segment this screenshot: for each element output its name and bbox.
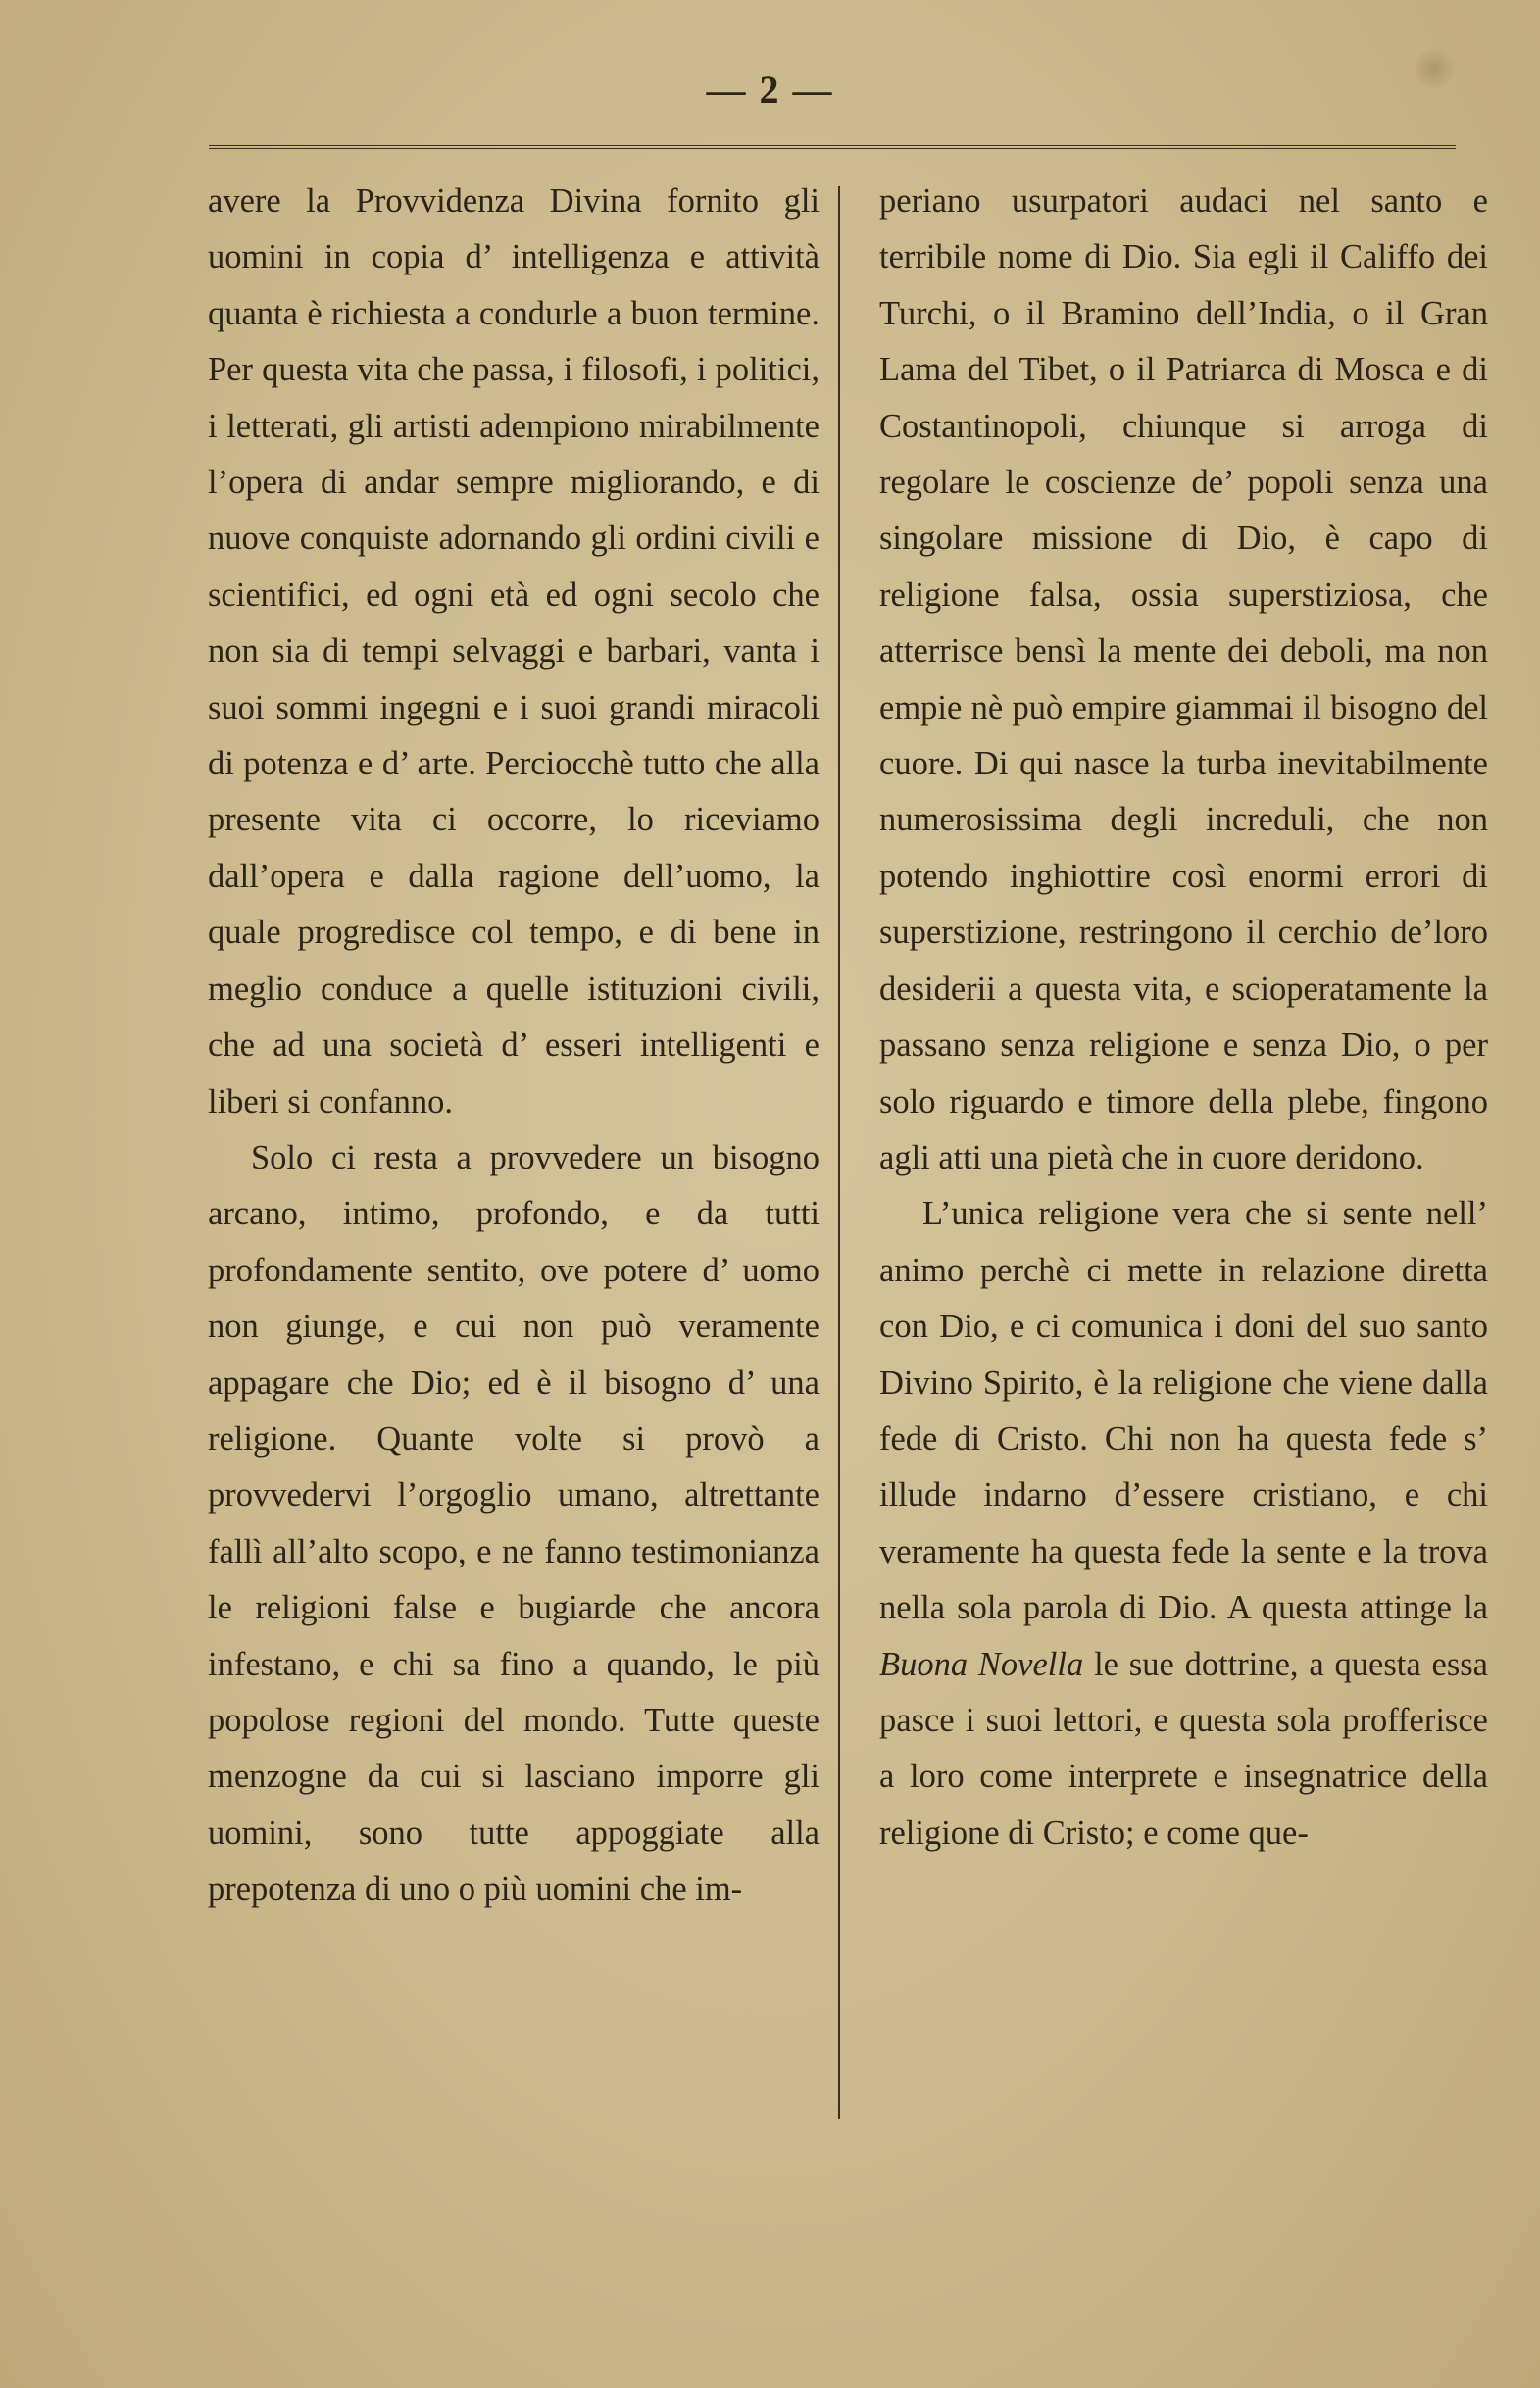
right-paragraph-1: periano usurpatori audaci nel santo e terribile nome di Dio. Sia egli il Califfo dei Turchi, o il Bramino dell’India, o il Gran Lama del Tibet, o il Patriarca di Mosca e di Costantinopoli, chiunque si arroga di regolare le coscienze de’ popoli senza una singolare missione di Dio, è capo di religione falsa, ossia superstiziosa, che atterrisce bensì la mente dei deboli, ma non empie nè può empire giammai il bisogno del cuore. Di qui nasce la turba inevitabilmente numerosissima degli increduli, che non potendo inghiottire così enormi errori di superstizione, restringono il cerchio de’loro desiderii a questa vita, e scioperatamente la passano senza religione e senza Dio, o per solo riguardo e timore della plebe, fingono agli atti una pietà che in cuore deridono. (879, 182, 1488, 1176)
right-paragraph-2-text-a: L’unica religione vera che si sente nell’ animo perchè ci mette in relazione diretta con Dio, e ci comunica i doni del suo santo Divino Spirito, è la religione che viene dalla fede di Cristo. Chi non ha questa fede s’ illude indarno d’essere cristiano, e chi veramente ha questa fede la sente e la trova nella sola parola di Dio. A questa attinge la (879, 1195, 1488, 1627)
right-paragraph-2-text-b: le sue dottrine, a questa essa pasce i suoi lettori, e questa sola profferisce a loro come interprete e insegnatrice della religione di Cristo; e come que- (879, 1645, 1488, 1852)
publication-title: Buona Novella (879, 1645, 1084, 1683)
column-divider (838, 186, 840, 2119)
right-paragraph-2 (879, 1186, 1488, 1862)
header-rule (209, 145, 1456, 149)
left-paragraph-2: Solo ci resta a provvedere un bisogno arcano, intimo, profondo, e da tutti profondamente sentito, ove potere d’ uomo non giunge, e cui non può veramente appagare che Dio; ed è il bisogno d’ una religione. Quante volte si provò a provvedervi l’orgoglio umano, altrettante fallì all’alto scopo, e ne fanno testimonianza le religioni false e bugiarde che ancora infestano, e chi sa fino a quando, le più popolose regioni del mondo. Tutte queste menzogne da cui si lasciano imporre gli uomini, sono tutte appoggiate alla prepotenza di uno o più uomini che im- (208, 1138, 820, 1909)
page-number: — 2 — (706, 68, 834, 112)
left-paragraph-1: avere la Provvidenza Divina fornito gli uomini in copia d’ intelligenza e attività quanta è richiesta a condurle a buon termine. Per questa vita che passa, i filosofi, i politici, i letterati, gli artisti adempiono mirabilmente l’opera di andar sempre migliorando, e di nuove conquiste adornando gli ordini civili e scientifici, ed ogni età ed ogni secolo che non sia di tempi selvaggi e barbari, vanta i suoi sommi ingegni e i suoi grandi miracoli di potenza e d’ arte. Perciocchè tutto che alla presente vita ci occorre, lo riceviamo dall’opera e dalla ragione dell’uomo, la quale progredisce col tempo, e di bene in meglio conduce a quelle istituzioni civili, che ad una società d’ esseri intelligenti e liberi si confanno. (208, 182, 820, 1120)
right-column (879, 174, 1488, 1862)
left-column (208, 174, 820, 1918)
